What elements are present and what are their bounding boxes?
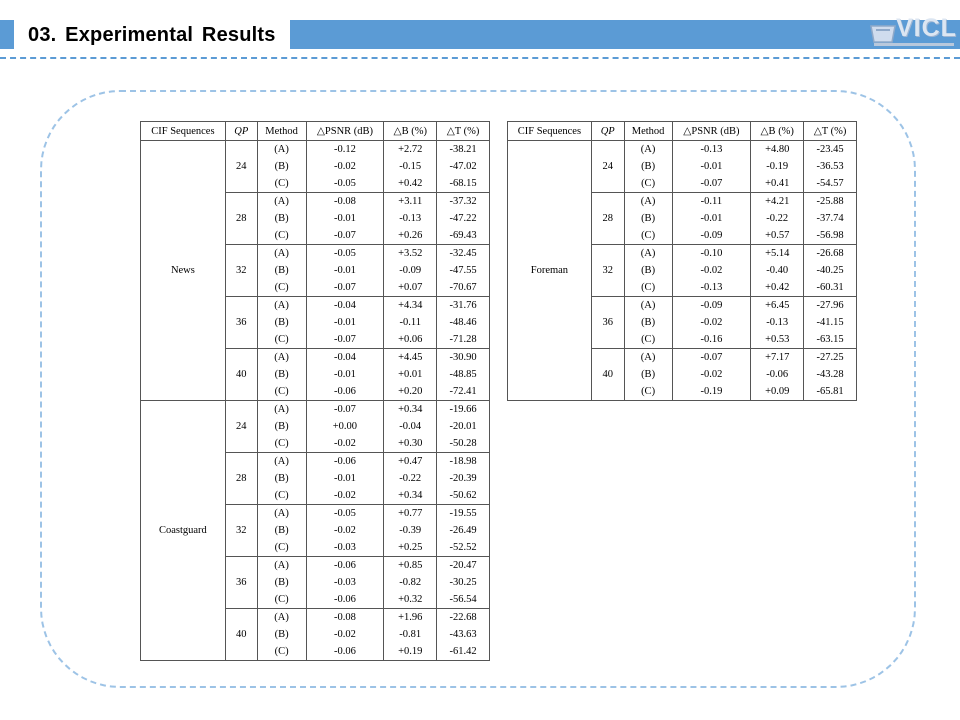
delta-b-cell: +1.96 <box>384 609 437 627</box>
header-delta-t: △T (%) <box>804 122 857 141</box>
method-cell: (C) <box>624 331 672 349</box>
delta-psnr-cell: -0.02 <box>306 522 384 539</box>
delta-b-cell: +0.42 <box>751 279 804 297</box>
delta-b-cell: +4.21 <box>751 193 804 211</box>
delta-t-cell: -56.54 <box>437 591 490 609</box>
delta-psnr-cell: -0.07 <box>306 331 384 349</box>
results-table-left <box>140 121 490 661</box>
delta-psnr-cell: +0.00 <box>306 418 384 435</box>
delta-psnr-cell: -0.04 <box>306 297 384 315</box>
delta-b-cell: +2.72 <box>384 141 437 159</box>
delta-t-cell: -54.57 <box>804 175 857 193</box>
delta-t-cell: -36.53 <box>804 158 857 175</box>
qp-cell: 24 <box>225 401 257 453</box>
delta-psnr-cell: -0.13 <box>672 141 751 159</box>
delta-t-cell: -40.25 <box>804 262 857 279</box>
method-cell: (B) <box>624 210 672 227</box>
delta-psnr-cell: -0.02 <box>306 435 384 453</box>
delta-b-cell: +3.11 <box>384 193 437 211</box>
method-cell: (C) <box>257 435 306 453</box>
delta-psnr-cell: -0.01 <box>306 262 384 279</box>
delta-psnr-cell: -0.02 <box>672 366 751 383</box>
delta-psnr-cell: -0.02 <box>306 158 384 175</box>
delta-t-cell: -30.25 <box>437 574 490 591</box>
delta-psnr-cell: -0.01 <box>306 314 384 331</box>
qp-cell: 36 <box>225 557 257 609</box>
table-header-row <box>141 122 490 141</box>
method-cell: (C) <box>257 591 306 609</box>
sequence-name-cell: Foreman <box>508 141 592 401</box>
delta-psnr-cell: -0.05 <box>306 245 384 263</box>
delta-b-cell: +0.34 <box>384 487 437 505</box>
delta-b-cell: +0.85 <box>384 557 437 575</box>
delta-b-cell: -0.19 <box>751 158 804 175</box>
qp-cell: 32 <box>591 245 624 297</box>
delta-b-cell: +4.80 <box>751 141 804 159</box>
method-cell: (B) <box>257 418 306 435</box>
qp-cell: 40 <box>591 349 624 401</box>
delta-b-cell: -0.09 <box>384 262 437 279</box>
delta-psnr-cell: -0.05 <box>306 175 384 193</box>
delta-t-cell: -43.63 <box>437 626 490 643</box>
method-cell: (C) <box>257 643 306 661</box>
delta-t-cell: -48.46 <box>437 314 490 331</box>
delta-t-cell: -41.15 <box>804 314 857 331</box>
delta-b-cell: -0.06 <box>751 366 804 383</box>
qp-cell: 40 <box>225 349 257 401</box>
header-qp: QP <box>225 122 257 141</box>
delta-b-cell: -0.40 <box>751 262 804 279</box>
method-cell: (C) <box>624 383 672 401</box>
header-delta-psnr: △PSNR (dB) <box>672 122 751 141</box>
delta-b-cell: +0.01 <box>384 366 437 383</box>
delta-psnr-cell: -0.04 <box>306 349 384 367</box>
delta-b-cell: +0.41 <box>751 175 804 193</box>
qp-cell: 32 <box>225 245 257 297</box>
delta-psnr-cell: -0.06 <box>306 557 384 575</box>
method-cell: (C) <box>257 539 306 557</box>
delta-t-cell: -60.31 <box>804 279 857 297</box>
delta-t-cell: -47.02 <box>437 158 490 175</box>
method-cell: (A) <box>257 245 306 263</box>
logo-text: VICL <box>896 14 957 42</box>
delta-t-cell: -20.01 <box>437 418 490 435</box>
delta-t-cell: -37.74 <box>804 210 857 227</box>
delta-t-cell: -38.21 <box>437 141 490 159</box>
delta-psnr-cell: -0.07 <box>306 401 384 419</box>
delta-psnr-cell: -0.06 <box>306 643 384 661</box>
header-delta-b: △B (%) <box>384 122 437 141</box>
header-qp: QP <box>591 122 624 141</box>
method-cell: (C) <box>624 227 672 245</box>
method-cell: (A) <box>257 557 306 575</box>
table-row <box>141 401 490 419</box>
title-accent-bar <box>0 20 14 49</box>
delta-b-cell: +0.77 <box>384 505 437 523</box>
delta-psnr-cell: -0.02 <box>672 314 751 331</box>
delta-b-cell: +5.14 <box>751 245 804 263</box>
delta-t-cell: -70.67 <box>437 279 490 297</box>
delta-psnr-cell: -0.11 <box>672 193 751 211</box>
delta-t-cell: -19.55 <box>437 505 490 523</box>
header-bar <box>290 20 960 49</box>
header-delta-psnr: △PSNR (dB) <box>306 122 384 141</box>
delta-psnr-cell: -0.08 <box>306 609 384 627</box>
qp-cell: 40 <box>225 609 257 661</box>
delta-t-cell: -72.41 <box>437 383 490 401</box>
delta-t-cell: -26.68 <box>804 245 857 263</box>
delta-t-cell: -63.15 <box>804 331 857 349</box>
delta-b-cell: -0.82 <box>384 574 437 591</box>
delta-psnr-cell: -0.13 <box>672 279 751 297</box>
delta-psnr-cell: -0.02 <box>306 487 384 505</box>
delta-t-cell: -32.45 <box>437 245 490 263</box>
delta-psnr-cell: -0.01 <box>306 366 384 383</box>
delta-b-cell: +0.19 <box>384 643 437 661</box>
qp-cell: 28 <box>225 193 257 245</box>
delta-b-cell: +0.42 <box>384 175 437 193</box>
delta-b-cell: -0.22 <box>384 470 437 487</box>
delta-b-cell: +0.57 <box>751 227 804 245</box>
delta-t-cell: -19.66 <box>437 401 490 419</box>
method-cell: (A) <box>257 401 306 419</box>
method-cell: (A) <box>624 141 672 159</box>
method-cell: (C) <box>257 175 306 193</box>
table-row <box>141 141 490 159</box>
method-cell: (B) <box>257 366 306 383</box>
delta-b-cell: -0.15 <box>384 158 437 175</box>
delta-b-cell: +0.30 <box>384 435 437 453</box>
delta-b-cell: -0.04 <box>384 418 437 435</box>
delta-psnr-cell: -0.19 <box>672 383 751 401</box>
table-header-row <box>508 122 857 141</box>
method-cell: (B) <box>624 366 672 383</box>
method-cell: (B) <box>257 158 306 175</box>
delta-psnr-cell: -0.06 <box>306 591 384 609</box>
delta-psnr-cell: -0.07 <box>306 279 384 297</box>
delta-t-cell: -50.28 <box>437 435 490 453</box>
method-cell: (B) <box>624 262 672 279</box>
delta-b-cell: +0.34 <box>384 401 437 419</box>
delta-b-cell: +0.09 <box>751 383 804 401</box>
delta-b-cell: +0.07 <box>384 279 437 297</box>
delta-b-cell: +4.34 <box>384 297 437 315</box>
qp-cell: 36 <box>591 297 624 349</box>
delta-psnr-cell: -0.07 <box>306 227 384 245</box>
method-cell: (B) <box>257 262 306 279</box>
delta-psnr-cell: -0.06 <box>306 453 384 471</box>
delta-t-cell: -47.55 <box>437 262 490 279</box>
delta-t-cell: -50.62 <box>437 487 490 505</box>
delta-psnr-cell: -0.01 <box>306 210 384 227</box>
sequence-name-cell: News <box>141 141 226 401</box>
delta-b-cell: +0.53 <box>751 331 804 349</box>
delta-t-cell: -43.28 <box>804 366 857 383</box>
method-cell: (B) <box>257 470 306 487</box>
delta-t-cell: -31.76 <box>437 297 490 315</box>
method-cell: (C) <box>257 227 306 245</box>
delta-psnr-cell: -0.08 <box>306 193 384 211</box>
delta-psnr-cell: -0.12 <box>306 141 384 159</box>
method-cell: (C) <box>624 279 672 297</box>
delta-t-cell: -48.85 <box>437 366 490 383</box>
delta-t-cell: -52.52 <box>437 539 490 557</box>
delta-t-cell: -23.45 <box>804 141 857 159</box>
results-table-right <box>507 121 857 401</box>
delta-t-cell: -65.81 <box>804 383 857 401</box>
delta-psnr-cell: -0.09 <box>672 297 751 315</box>
delta-psnr-cell: -0.09 <box>672 227 751 245</box>
delta-b-cell: -0.13 <box>384 210 437 227</box>
method-cell: (A) <box>257 297 306 315</box>
qp-cell: 24 <box>591 141 624 193</box>
delta-b-cell: -0.13 <box>751 314 804 331</box>
method-cell: (A) <box>624 297 672 315</box>
delta-psnr-cell: -0.06 <box>306 383 384 401</box>
table-row <box>508 141 857 159</box>
delta-t-cell: -69.43 <box>437 227 490 245</box>
delta-t-cell: -30.90 <box>437 349 490 367</box>
method-cell: (A) <box>257 193 306 211</box>
delta-t-cell: -71.28 <box>437 331 490 349</box>
method-cell: (C) <box>257 487 306 505</box>
header-divider <box>0 57 960 59</box>
qp-cell: 28 <box>591 193 624 245</box>
header-cif-sequences: CIF Sequences <box>508 122 592 141</box>
method-cell: (A) <box>624 245 672 263</box>
delta-t-cell: -20.47 <box>437 557 490 575</box>
header-method: Method <box>257 122 306 141</box>
method-cell: (B) <box>257 314 306 331</box>
header-method: Method <box>624 122 672 141</box>
method-cell: (C) <box>257 331 306 349</box>
page-title: 03. Experimental Results <box>28 24 276 46</box>
delta-psnr-cell: -0.16 <box>672 331 751 349</box>
delta-b-cell: +0.47 <box>384 453 437 471</box>
method-cell: (C) <box>624 175 672 193</box>
delta-t-cell: -37.32 <box>437 193 490 211</box>
delta-b-cell: -0.22 <box>751 210 804 227</box>
delta-b-cell: +0.25 <box>384 539 437 557</box>
delta-t-cell: -27.25 <box>804 349 857 367</box>
qp-cell: 24 <box>225 141 257 193</box>
delta-t-cell: -61.42 <box>437 643 490 661</box>
method-cell: (A) <box>257 609 306 627</box>
qp-cell: 32 <box>225 505 257 557</box>
method-cell: (B) <box>624 314 672 331</box>
delta-b-cell: +3.52 <box>384 245 437 263</box>
delta-b-cell: +0.20 <box>384 383 437 401</box>
method-cell: (A) <box>257 453 306 471</box>
method-cell: (B) <box>257 210 306 227</box>
delta-t-cell: -25.88 <box>804 193 857 211</box>
delta-psnr-cell: -0.02 <box>672 262 751 279</box>
delta-psnr-cell: -0.01 <box>672 210 751 227</box>
delta-psnr-cell: -0.07 <box>672 349 751 367</box>
delta-b-cell: -0.81 <box>384 626 437 643</box>
delta-psnr-cell: -0.07 <box>672 175 751 193</box>
delta-b-cell: +0.32 <box>384 591 437 609</box>
delta-psnr-cell: -0.03 <box>306 574 384 591</box>
delta-t-cell: -22.68 <box>437 609 490 627</box>
method-cell: (B) <box>257 626 306 643</box>
method-cell: (A) <box>624 193 672 211</box>
delta-psnr-cell: -0.05 <box>306 505 384 523</box>
delta-b-cell: -0.11 <box>384 314 437 331</box>
header-delta-b: △B (%) <box>751 122 804 141</box>
method-cell: (C) <box>257 383 306 401</box>
method-cell: (C) <box>257 279 306 297</box>
qp-cell: 36 <box>225 297 257 349</box>
delta-psnr-cell: -0.01 <box>672 158 751 175</box>
delta-b-cell: +7.17 <box>751 349 804 367</box>
qp-cell: 28 <box>225 453 257 505</box>
delta-t-cell: -47.22 <box>437 210 490 227</box>
delta-b-cell: +6.45 <box>751 297 804 315</box>
method-cell: (A) <box>257 349 306 367</box>
delta-psnr-cell: -0.03 <box>306 539 384 557</box>
method-cell: (A) <box>257 141 306 159</box>
delta-b-cell: +0.26 <box>384 227 437 245</box>
method-cell: (B) <box>624 158 672 175</box>
delta-t-cell: -68.15 <box>437 175 490 193</box>
logo-subtitle-line <box>874 43 954 46</box>
delta-psnr-cell: -0.10 <box>672 245 751 263</box>
delta-t-cell: -18.98 <box>437 453 490 471</box>
delta-t-cell: -27.96 <box>804 297 857 315</box>
method-cell: (B) <box>257 574 306 591</box>
delta-psnr-cell: -0.01 <box>306 470 384 487</box>
sequence-name-cell: Coastguard <box>141 401 226 661</box>
delta-b-cell: +0.06 <box>384 331 437 349</box>
header-delta-t: △T (%) <box>437 122 490 141</box>
delta-psnr-cell: -0.02 <box>306 626 384 643</box>
delta-t-cell: -26.49 <box>437 522 490 539</box>
delta-t-cell: -56.98 <box>804 227 857 245</box>
delta-b-cell: -0.39 <box>384 522 437 539</box>
header-cif-sequences: CIF Sequences <box>141 122 226 141</box>
method-cell: (A) <box>624 349 672 367</box>
method-cell: (A) <box>257 505 306 523</box>
delta-b-cell: +4.45 <box>384 349 437 367</box>
delta-t-cell: -20.39 <box>437 470 490 487</box>
method-cell: (B) <box>257 522 306 539</box>
